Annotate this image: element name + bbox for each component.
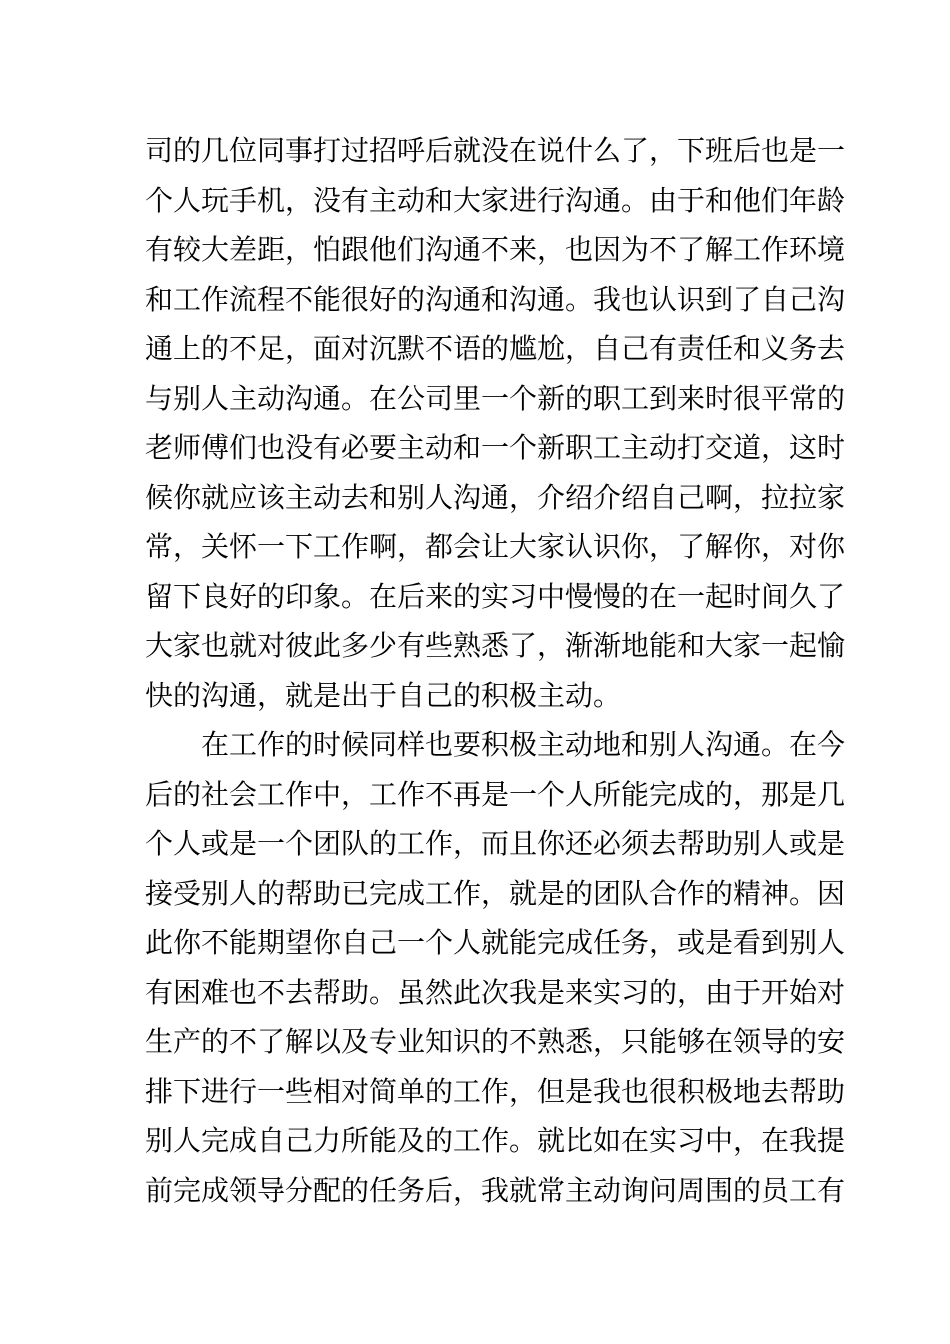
paragraph-line: 生产的不了解以及专业知识的不熟悉，只能够在领导的安 bbox=[145, 1025, 846, 1058]
paragraph-line: 常，关怀一下工作啊，都会让大家认识你，了解你，对你 bbox=[145, 530, 846, 563]
paragraph-line: 和工作流程不能很好的沟通和沟通。我也认识到了自己沟 bbox=[145, 282, 846, 316]
paragraph-line: 有较大差距，怕跟他们沟通不来，也因为不了解工作环境 bbox=[145, 233, 846, 266]
paragraph-line: 候你就应该主动去和别人沟通，介绍介绍自己啊，拉拉家 bbox=[145, 480, 846, 514]
paragraph-line: 前完成领导分配的任务后，我就常主动询问周围的员工有 bbox=[145, 1173, 846, 1207]
paragraph-line: 通上的不足，面对沉默不语的尴尬，自己有责任和义务去 bbox=[145, 332, 846, 365]
paragraph-line: 个人或是一个团队的工作，而且你还必须去帮助别人或是 bbox=[145, 827, 846, 860]
paragraph-line: 有困难也不去帮助。虽然此次我是来实习的，由于开始对 bbox=[145, 975, 846, 1009]
body-text bbox=[145, 126, 846, 1215]
paragraph-line: 此你不能期望你自己一个人就能完成任务，或是看到别人 bbox=[145, 926, 846, 959]
paragraph-line: 别人完成自己力所能及的工作。就比如在实习中，在我提 bbox=[145, 1124, 846, 1157]
paragraph-line: 快的沟通，就是出于自己的积极主动。 bbox=[145, 678, 622, 712]
paragraph-line: 后的社会工作中，工作不再是一个人所能完成的，那是几 bbox=[145, 777, 846, 811]
paragraph-line: 排下进行一些相对简单的工作，但是我也很积极地去帮助 bbox=[145, 1074, 846, 1108]
paragraph-line: 接受别人的帮助已完成工作，就是的团队合作的精神。因 bbox=[145, 876, 846, 910]
paragraph-line: 大家也就对彼此多少有些熟悉了，渐渐地能和大家一起愉 bbox=[145, 629, 846, 662]
paragraph-line: 与别人主动沟通。在公司里一个新的职工到来时很平常的 bbox=[145, 381, 846, 415]
paragraph-line: 司的几位同事打过招呼后就没在说什么了，下班后也是一 bbox=[145, 134, 846, 167]
paragraph-line: 留下良好的印象。在后来的实习中慢慢的在一起时间久了 bbox=[145, 579, 846, 613]
paragraph-line: 老师傅们也没有必要主动和一个新职工主动打交道，这时 bbox=[145, 431, 846, 464]
paragraph-line: 个人玩手机，没有主动和大家进行沟通。由于和他们年龄 bbox=[145, 183, 846, 217]
paragraph-line: 在工作的时候同样也要积极主动地和别人沟通。在今 bbox=[201, 728, 846, 761]
